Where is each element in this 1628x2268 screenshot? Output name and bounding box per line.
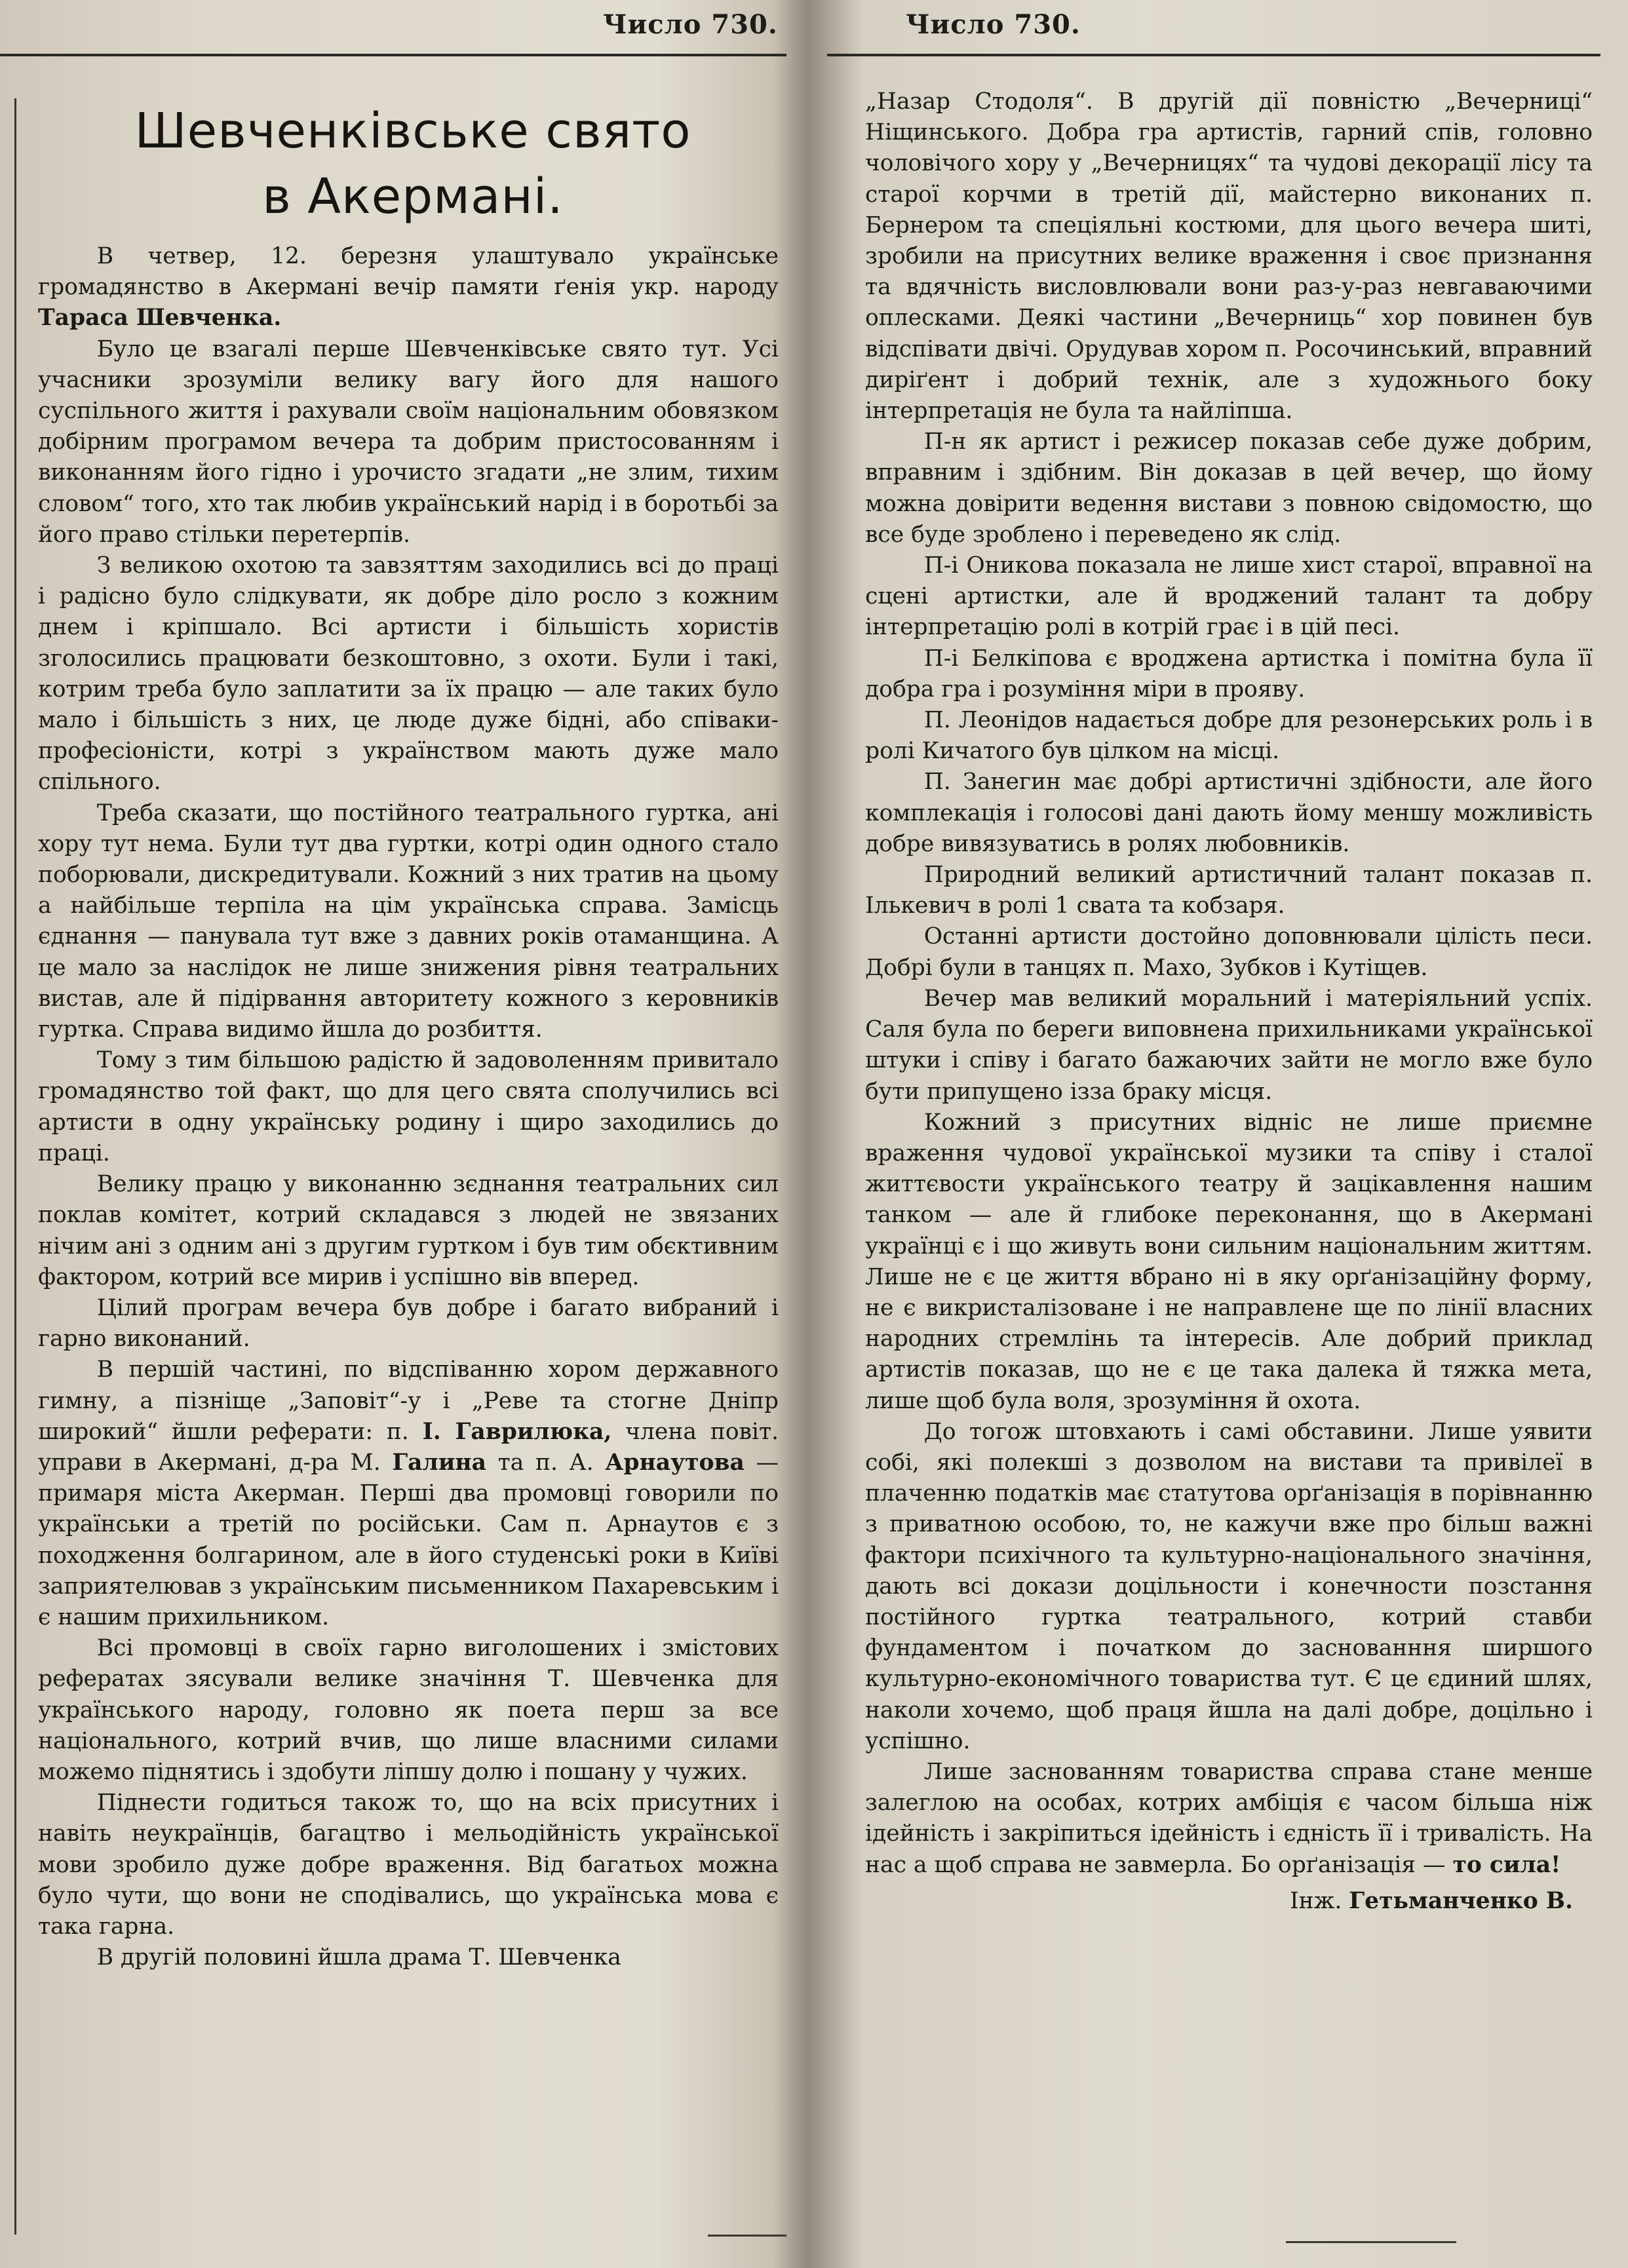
issue-number: Число 730. [906,9,1081,40]
paragraph [865,705,1593,767]
text-run: Лише заснованням товариства справа стане менше залеглою на особах, котрих амбіція є часом більша ніж ідейність і закріпиться ідейність і єдність її і тривалість. На нас а щоб справа не завмерла. Бо орґанізація — [865,1758,1593,1878]
paragraph [865,921,1593,983]
text-run: П-н як артист і режисер показав себе дуже добрим, вправним і здібним. Він доказав в цей вечер, що йому можна довірити ведення вистави з повною свідомостю, що все буде зроблено і переведено як слід. [865,429,1593,548]
right-page [827,0,1628,2268]
text-run: Останні артисти достойно доповнювали цілість песи. Добрі були в танцях п. Махо, Зубков і Кутіщев. [865,923,1593,981]
issue-number: Число 730. [603,9,778,40]
bold-name: Тараса Шевченка. [38,305,282,332]
paragraph [38,1788,779,1942]
article-title [52,98,773,229]
text-run: Було це взагалі перше Шевченківське свято тут. Усі учасники зрозуміли велику вагу його для нашого суспільного життя і рахували своїм національним обовязком добірним програмом вечера та добрим пристосованням і виконанням його гідно і урочисто згадати „не злим, тихим словом“ того, хто так любив український нарід і в боротьбі за його право стільки перетерпів. [38,336,779,548]
header-rule [0,54,786,56]
paragraph [865,86,1593,427]
text-run: Природний великий артистичний талант показав п. Ількевич в ролі 1 свата та кобзаря. [865,862,1593,919]
article-body-right [865,86,1593,1917]
paragraph [38,334,779,550]
paragraph [38,550,779,798]
paragraph [865,767,1593,860]
author-title: Інж. [1290,1887,1349,1914]
text-run: Всі промовці в своїх гарно виголошених і змістових рефератах зясували велике значіння Т. Шевченка для українського народу, головно як поета перш за все національного, котрий вчив, що лише власними силами можемо піднятись і здобути ліпшу долю і пошану у чужих. [38,1635,779,1785]
column-rule [14,98,16,2235]
text-run: П-і Оникова показала не лише хист старої, вправної на сцені артистки, але й вроджений талант та добру інтерпретацію ролі в котрій грає і в цій песі. [865,552,1593,641]
bold-name: І. Гаврилюка, [422,1418,612,1445]
paragraph [38,1169,779,1293]
text-run: члена повіт. управи в Акермані, д-ра М. [38,1418,779,1476]
text-run: Піднести годиться також то, що на всіх присутних і навіть неукраїнців, багацтво і мельодійність української мови зробило дуже добре враження. Від багатьох можна було чути, що вони не сподівались, що українська мова є така гарна. [38,1790,779,1940]
text-run: В четвер, 12. березня улаштувало українське громадянство в Акермані вечір памяти ґенія укр. народу [38,243,779,301]
title-line: Шевченківське свято [134,103,691,159]
paragraph [865,1417,1593,1757]
text-run: Вечер мав великий моральний і матеріяльний успіх. Саля була по береги виповнена прихильниками української штуки і співу і багато бажаючих зайти не могло вже було бути припущено ізза браку місця. [865,985,1593,1105]
paragraph [38,241,779,334]
text-run: Цілий програм вечера був добре і багато вибраний і гарно виконаний. [38,1294,779,1353]
bottom-rule [1286,2241,1456,2243]
bold-name: Арнаутова [605,1449,745,1476]
paragraph [38,1355,779,1633]
paragraph [38,798,779,1046]
paragraph [38,1942,779,1973]
text-run: Треба сказати, що постійного театрального гуртка, ані хору тут нема. Були тут два гуртки, котрі один одного стало поборювали, дискредитували. Кожний з них тратив на цьому а найбільше терпіла на цім українська справа. Замісць єднання — панувала тут вже з давних років отаманщина. А це мало за наслідок не лише знижения рівня театральних вистав, але й підірвання авторитету кожного з керовників гуртка. Справа видимо йшла до розбиття. [38,799,779,1043]
author-signature [865,1886,1593,1917]
bottom-rule [708,2235,786,2237]
paragraph [865,860,1593,921]
text-run: та п. А. [486,1449,606,1476]
text-run: В першій частині, по відспіванню хором державного гимну, а пізніще „Заповіт“-у і „Реве та стогне Дніпр широкий“ йшли реферати: п. [38,1356,779,1445]
text-run: До тогож штовхають і самі обставини. Лише уявити собі, які полекші з дозволом на вистави та привілеї в плаченню податків має статутова орґанізація в порівнанню з приватною особою, то, не кажучи вже про більш важні фактори психічного та культурно-національного значіння, дають всі докази доцільности і конечности позстання постійного гуртка театрального, котрий ставби фундаментом і початком до заснованння ширшого культурно-економічного товариства тут. Є це єдиний шлях, наколи хочемо, щоб праця йшла на далі добре, доцільно і успішно. [865,1418,1593,1754]
header-rule [827,54,1600,56]
text-run: П. Леонідов надається добре для резонерських роль і в ролі Кичатого був цілком на місці. [865,707,1593,765]
paragraph [38,1293,779,1355]
bold-name: Галина [392,1449,487,1476]
text-run: П. Занегин має добрі артистичні здібности, але його комплекація і голосові дані дають йому меншу можливість добре вивязуватись в ролях любовників. [865,769,1593,857]
text-run: В другій половині йшла драма Т. Шевченка [96,1944,621,1971]
paragraph [865,1757,1593,1881]
text-run: Кожний з присутних відніс не лише приємне враження чудової української музики та співу і сталої життєвости українського театру й зацікавлення нашим танком — але й глибоке переконання, що в Акермані українці є і що живуть вони сильним національним життям. Лише не є це життя вбрано ні в яку орґанізаційну форму, не є викристалізоване і не направлене ще по лінії власних народних стремлінь та інтересів. Але добрий приклад артистів показав, що не є це така далека й тяжка мета, лише щоб була воля, зрозуміння й охота. [865,1109,1593,1414]
text-run: П-і Белкіпова є вроджена артистка і помітна була її добра гра і розуміння міри в прояву. [865,645,1593,702]
paragraph [865,550,1593,644]
text-run: З великою охотою та завзяттям заходились всі до праці і радісно було слідкувати, як добре діло росло з кожним днем і кріпшало. Всі артисти і більшість хористів зголосились працювати безкоштовно, з охоти. Були і такі, котрим треба було заплатити за їх працю — але таких було мало і більшість з них, це люде дуже бідні, або співаки-професіоністи, котрі з українством мають дуже мало спільного. [38,552,779,796]
title-line: в Акермані. [262,168,564,225]
author-name: Гетьманченко В. [1349,1887,1573,1914]
paragraph [865,644,1593,705]
left-page [0,0,805,2268]
bold-name: то сила! [1452,1851,1561,1878]
text-run: Тому з тим більшою радістю й задоволенням привитало громадянство той факт, що для цего свята сполучились всі артисти в одну українську родину і щиро заходились до праці. [38,1047,779,1166]
text-run: „Назар Стодоля“. В другій дії повністю „Вечерниці“ Ніщинського. Добра гра артистів, гарний спів, головно чоловічого хору у „Вечерницях“ та чудові декорації лісу та старої корчми в третій дії, майстерно виконаних п. Бернером та спеціяльні костюми, для цього вечера шиті, зробили на присутних велике враження і своє признання та вдячність висловлювали вони раз-у-раз невгаваючими оплесками. Деякі частини „Вечерниць“ хор повинен був відспівати двічі. Орудував хором п. Росочинський, вправний диріґент і добрий технік, але з художнього боку інтерпретація не була та найліпша. [865,88,1593,425]
text-run: — примаря міста Акерман. Перші два промовці говорили по українськи а третій по російськи. Сам п. Арнаутов є з походження болгарином, але в його студенські роки в Київі заприятелював з українським письменником Пахаревським і є нашим прихильником. [38,1449,779,1630]
paragraph [38,1633,779,1788]
paragraph [38,1045,779,1169]
paragraph [865,427,1593,550]
paragraph [865,984,1593,1107]
paragraph [865,1107,1593,1417]
article-body-left [38,241,779,1973]
text-run: Велику працю у виконанню зєднання театральних сил поклав комітет, котрий складався з людей не звязаних нічим ані з одним ані з другим гуртком і був тим обєктивним фактором, котрий все мирив і успішно вів вперед. [38,1171,779,1290]
